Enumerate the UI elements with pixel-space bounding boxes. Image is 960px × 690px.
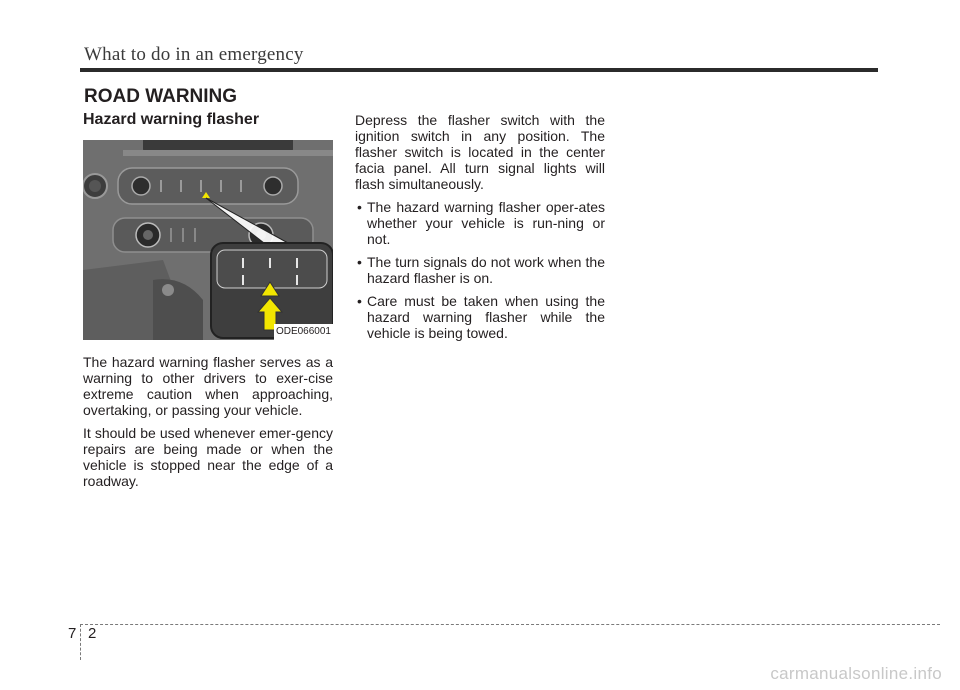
paragraph: The hazard warning flasher serves as a warning to other drivers to exer-cise extreme caution when approaching, overtaking, or passing your vehicle. (83, 354, 333, 418)
running-header: What to do in an emergency (84, 44, 304, 65)
bullet-icon: • (357, 199, 362, 215)
section-title: ROAD WARNING (84, 86, 238, 107)
footer-rule (80, 624, 940, 625)
list-item (355, 293, 605, 341)
bullet-text: The turn signals do not work when the hazard flasher is on. (367, 254, 605, 286)
bullet-list (355, 199, 605, 341)
page-number: 2 (88, 625, 97, 642)
bullet-text: Care must be taken when using the hazard warning flasher while the vehicle is being towed. (367, 293, 605, 341)
chapter-number: 7 (68, 625, 77, 642)
hazard-switch-figure (83, 140, 333, 340)
bullet-text: The hazard warning flasher oper-ates whether your vehicle is run-ning or not. (367, 199, 605, 247)
subheading: Hazard warning flasher (83, 111, 260, 128)
list-item (355, 254, 605, 286)
dashboard-illustration (83, 140, 333, 340)
left-column (83, 112, 333, 496)
figure-code: ODE066001 (274, 324, 333, 340)
list-item (355, 199, 605, 247)
footer-divider (80, 624, 81, 660)
header-rule (80, 68, 878, 72)
right-column (355, 112, 605, 348)
paragraph: Depress the flasher switch with the ignition switch in any position. The flasher switch is located in the center facia panel. All turn signal lights will flash simultaneously. (355, 112, 605, 192)
bullet-icon: • (357, 254, 362, 270)
watermark: carmanualsonline.info (770, 664, 942, 683)
bullet-icon: • (357, 293, 362, 309)
paragraph: It should be used whenever emer-gency repairs are being made or when the vehicle is stopped near the edge of a roadway. (83, 425, 333, 489)
